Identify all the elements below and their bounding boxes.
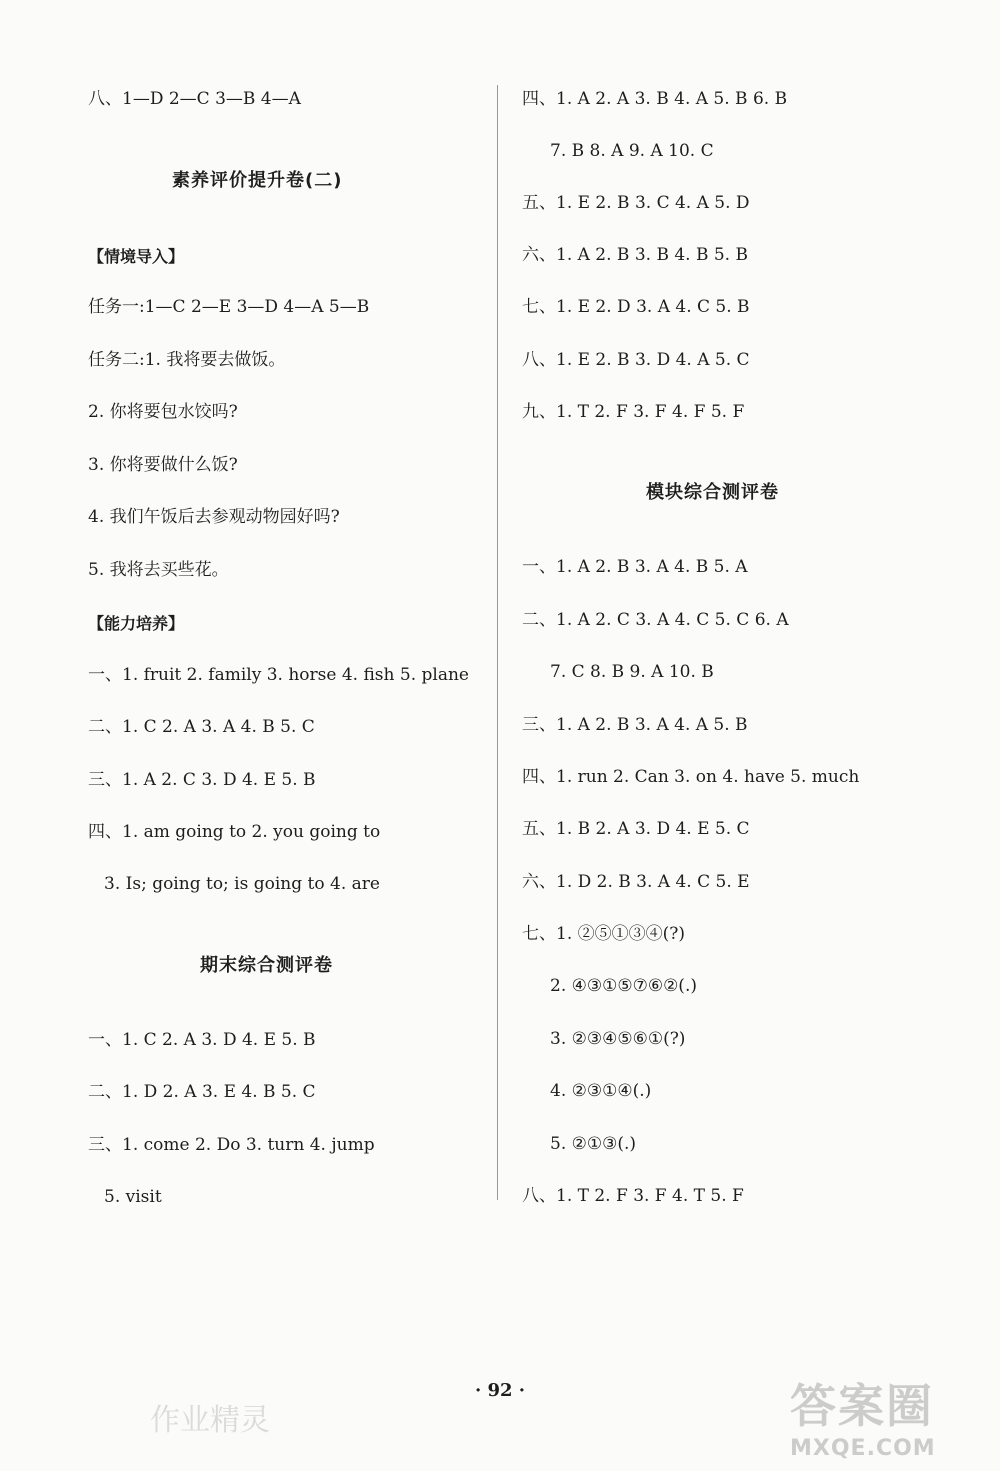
answer-line: 七、1. ②⑤①③④(?)	[522, 924, 686, 944]
section-heading: 模块综合测评卷	[646, 482, 779, 503]
answer-line: 八、1. E 2. B 3. D 4. A 5. C	[522, 350, 750, 370]
answer-line: 四、1. A 2. A 3. B 4. A 5. B 6. B	[522, 89, 788, 109]
answer-line: 四、1. am going to 2. you going to	[88, 822, 381, 842]
answer-line: 九、1. T 2. F 3. F 4. F 5. F	[522, 402, 745, 422]
stamp-watermark: 作业精灵	[150, 1403, 270, 1438]
answer-line: 二、1. D 2. A 3. E 4. B 5. C	[88, 1082, 316, 1102]
site-watermark	[790, 1370, 985, 1460]
answer-line: 5. visit	[104, 1187, 162, 1207]
answer-line: 三、1. A 2. B 3. A 4. A 5. B	[522, 715, 748, 735]
section-heading: 素养评价提升卷(二)	[172, 170, 343, 191]
answer-line: 任务二:1. 我将要去做饭。	[88, 350, 286, 370]
section-heading: 期末综合测评卷	[200, 955, 333, 976]
answer-line: 一、1. C 2. A 3. D 4. E 5. B	[88, 1030, 316, 1050]
answer-line: 5. ②①③(.)	[550, 1134, 637, 1154]
answer-line: 5. 我将去买些花。	[88, 560, 229, 580]
answer-line: 三、1. A 2. C 3. D 4. E 5. B	[88, 770, 316, 790]
answer-line: 2. ④③①⑤⑦⑥②(.)	[550, 976, 697, 996]
answer-line: 三、1. come 2. Do 3. turn 4. jump	[88, 1135, 375, 1155]
answer-line: 八、1—D 2—C 3—B 4—A	[88, 89, 301, 109]
subsection-label: 【情境导入】	[88, 247, 185, 266]
answer-line: 一、1. fruit 2. family 3. horse 4. fish 5. plane	[88, 665, 469, 685]
answer-line: 任务一:1—C 2—E 3—D 4—A 5—B	[88, 297, 370, 317]
answer-line: 六、1. A 2. B 3. B 4. B 5. B	[522, 245, 748, 265]
answer-line: 二、1. A 2. C 3. A 4. C 5. C 6. A	[522, 610, 789, 630]
answer-line: 一、1. A 2. B 3. A 4. B 5. A	[522, 557, 748, 577]
answer-line: 4. 我们午饭后去参观动物园好吗?	[88, 507, 340, 527]
answer-line: 六、1. D 2. B 3. A 4. C 5. E	[522, 872, 750, 892]
watermark-logo-text: 答案圈	[790, 1379, 934, 1433]
watermark-url: MXQE.COM	[790, 1436, 936, 1461]
answer-line: 3. ②③④⑤⑥①(?)	[550, 1029, 686, 1049]
subsection-label: 【能力培养】	[88, 614, 185, 633]
answer-line: 七、1. E 2. D 3. A 4. C 5. B	[522, 297, 750, 317]
page-number: · 92 ·	[474, 1380, 526, 1401]
answer-line: 3. Is; going to; is going to 4. are	[104, 874, 380, 894]
answer-line: 3. 你将要做什么饭?	[88, 455, 238, 475]
answer-line: 2. 你将要包水饺吗?	[88, 402, 238, 422]
answer-line: 五、1. E 2. B 3. C 4. A 5. D	[522, 193, 750, 213]
answer-line: 五、1. B 2. A 3. D 4. E 5. C	[522, 819, 750, 839]
answer-line: 4. ②③①④(.)	[550, 1081, 652, 1101]
answer-line: 7. B 8. A 9. A 10. C	[550, 141, 714, 161]
column-divider	[497, 85, 498, 1200]
answer-line: 7. C 8. B 9. A 10. B	[550, 662, 714, 682]
answer-line: 四、1. run 2. Can 3. on 4. have 5. much	[522, 767, 860, 787]
answer-line: 二、1. C 2. A 3. A 4. B 5. C	[88, 717, 315, 737]
answer-line: 八、1. T 2. F 3. F 4. T 5. F	[522, 1186, 744, 1206]
